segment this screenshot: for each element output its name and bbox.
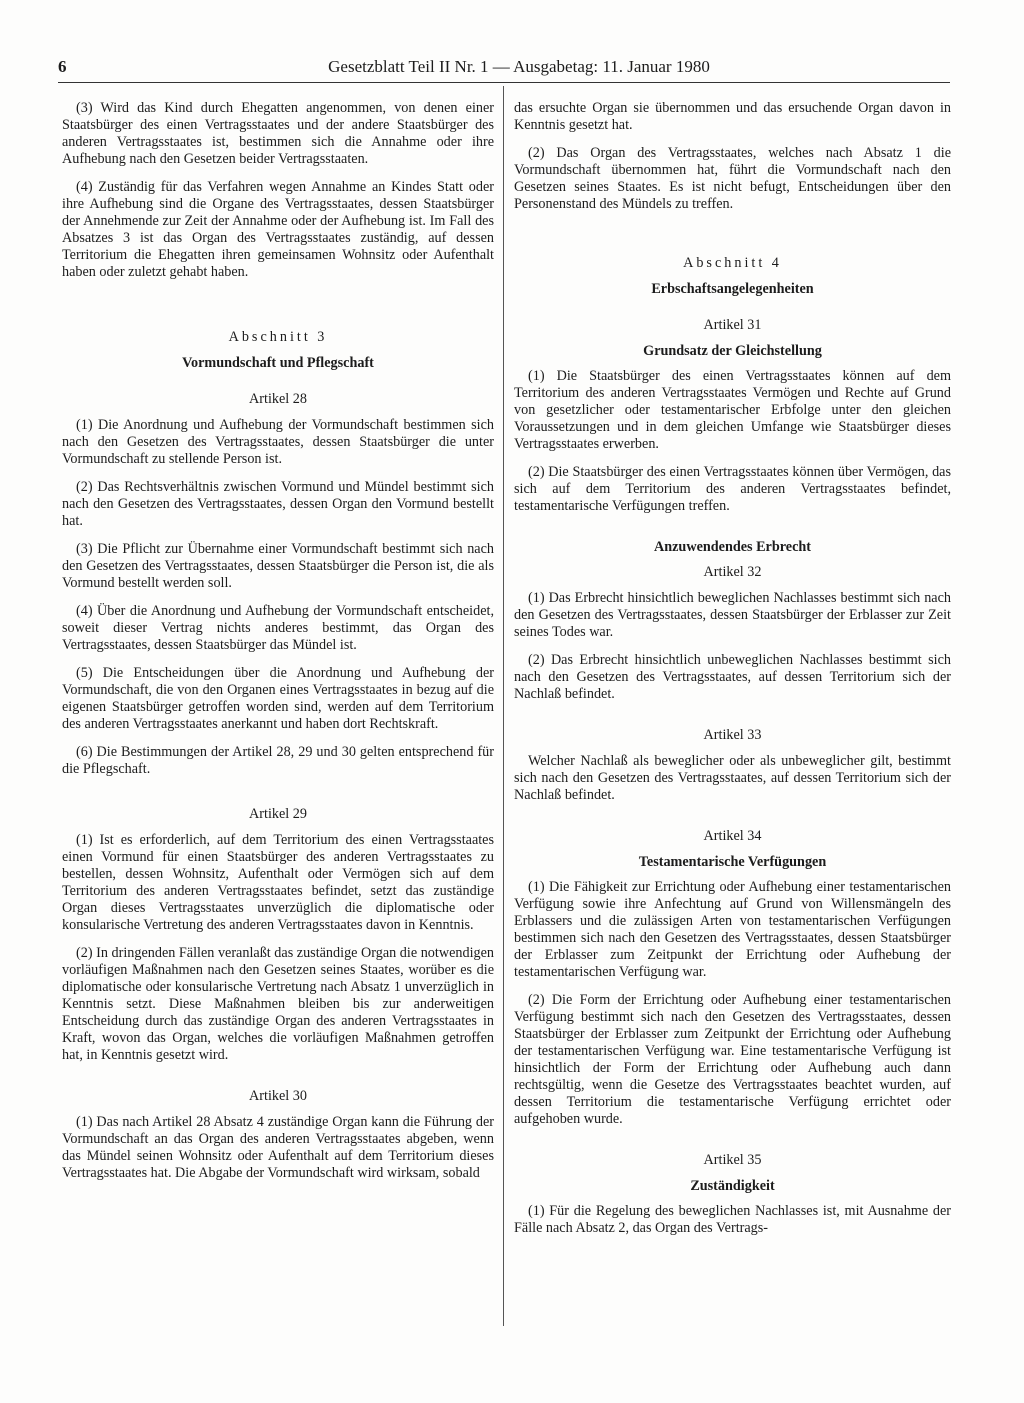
- column-divider: [503, 86, 504, 1326]
- paragraph: (3) Wird das Kind durch Ehegatten angenommen, von denen einer Staatsbürger des einen Vertragsstaates und der andere Staatsbürger des anderen Vertragsstaates ist, bestimmen sich die Annahme oder ihre Aufhebung nach den Gesetzen beider Vertragsstaaten.: [62, 100, 494, 167]
- subheading: Anzuwendendes Erbrecht: [654, 539, 811, 555]
- paragraph: (5) Die Entscheidungen über die Anordnung und Aufhebung der Vormundschaft, die von den Organen eines Vertragsstaates in bezug auf die eigenen Staatsbürger getroffen worden sind, werden auf dem Territorium des anderen Vertragsstaates anerkannt und haben dort Rechtskraft.: [62, 665, 494, 732]
- paragraph: (6) Die Bestimmungen der Artikel 28, 29 und 30 gelten entsprechend für die Pflegschaft.: [62, 744, 494, 777]
- article-heading: Artikel 29: [249, 806, 307, 822]
- section-heading: Abschnitt 3: [228, 329, 328, 345]
- paragraph: (2) Das Erbrecht hinsichtlich unbeweglichen Nachlasses bestimmt sich nach den Gesetzen des Vertragsstaates, auf dessen Territorium sich der Nachlaß befindet.: [514, 652, 951, 702]
- page-header: [58, 56, 950, 78]
- article-title: Testamentarische Verfügungen: [638, 854, 827, 870]
- paragraph: Welcher Nachlaß als beweglicher oder als unbeweglicher gilt, bestimmt sich nach den Gesetzen des Vertragsstaates, auf dessen Territorium sich der Nachlaß befindet.: [514, 753, 951, 803]
- paragraph: das ersuchte Organ sie übernommen und das ersuchende Organ davon in Kenntnis gesetzt hat.: [514, 100, 951, 133]
- section-heading: Abschnitt 4: [683, 255, 782, 271]
- paragraph: (2) Die Staatsbürger des einen Vertragsstaates können über Vermögen, das sich auf dem Territorium des anderen Vertragsstaates befindet, testamentarische Verfügungen treffen.: [514, 464, 951, 514]
- article-heading: Artikel 33: [703, 727, 762, 743]
- article-heading: Artikel 35: [703, 1152, 762, 1168]
- paragraph: (4) Über die Anordnung und Aufhebung der Vormundschaft entscheidet, soweit dieser Vertrag nichts anderes bestimmt, das Organ des Vertragsstaates, dessen Staatsbürger das Mündel ist.: [62, 603, 494, 653]
- right-column: [514, 100, 951, 1248]
- section-title: Erbschaftsangelegenheiten: [651, 281, 814, 297]
- paragraph: (4) Zuständig für das Verfahren wegen Annahme an Kindes Statt oder ihre Aufhebung sind die Organe des Vertragsstaates, dessen Staatsbürger der Annehmende zur Zeit der Annahme oder der Aufhebung ist. Im Fall des Absatzes 3 ist das Organ des Vertragsstaates zuständig, auf dessen Territorium die Ehegatten ihren gemeinsamen Wohnsitz oder Aufenthalt haben oder zuletzt gehabt haben.: [62, 179, 494, 280]
- paragraph: (1) Für die Regelung des beweglichen Nachlasses ist, mit Ausnahme der Fälle nach Absatz 2, das Organ des Vertrags-: [514, 1203, 951, 1236]
- header-rule: [58, 82, 950, 83]
- left-column: [62, 100, 494, 1193]
- section-title: Vormundschaft und Pflegschaft: [182, 355, 374, 371]
- paragraph: (1) Die Staatsbürger des einen Vertragsstaates können auf dem Territorium des anderen Vertragsstaates Vermögen und Rechte auf Grund von gesetzlicher oder testamentarischer Erbfolge unter den gleichen Voraussetzungen und in dem gleichen Umfange wie Staatsbürger dieses Vertragsstaates erwerben.: [514, 368, 951, 452]
- article-title: Grundsatz der Gleichstellung: [643, 343, 822, 359]
- article-heading: Artikel 30: [249, 1088, 307, 1104]
- gazette-title: Gesetzblatt Teil II Nr. 1 — Ausgabetag: 11. Januar 1980: [328, 57, 710, 76]
- paragraph: (1) Ist es erforderlich, auf dem Territorium des einen Vertragsstaates einen Vormund für einen Staatsbürger des anderen Vertragsstaates zu bestellen, dessen Wohnsitz, Aufenthalt oder Vermögen sich auf dem Territorium des anderen Vertragsstaates befindet, setzt das zuständige Organ dieses Vertragsstaates unverzüglich die diplomatische oder konsularische Vertretung des anderen Vertragsstaates davon in Kenntnis.: [62, 832, 494, 933]
- paragraph: (1) Die Fähigkeit zur Errichtung oder Aufhebung einer testamentarischen Verfügung sowie ihre Anfechtung auf Grund von Willensmängeln des Erblassers und die zulässigen Arten von testamentarischen Verfügungen bestimmen sich nach den Gesetzen des Vertragsstaates, dessen Staatsbürger der Erblasser zum Zeitpunkt der Errichtung oder Aufhebung der testamentarischen Verfügung war.: [514, 879, 951, 980]
- article-heading: Artikel 32: [703, 564, 762, 580]
- page-number: 6: [58, 57, 67, 76]
- article-heading: Artikel 34: [703, 828, 762, 844]
- paragraph: (2) Die Form der Errichtung oder Aufhebung einer testamentarischen Verfügung bestimmt sich nach den Gesetzen des Vertragsstaates, dessen Staatsbürger der Erblasser zum Zeitpunkt der Errichtung oder Aufhebung der testamentarischen Verfügung war. Eine testamentarische Verfügung ist hinsichtlich der Form der Errichtung oder Aufhebung auch dann rechtsgültig, wenn die Gesetze des Vertragsstaates beachtet wurden, auf dessen Territorium die testamentarische Verfügung errichtet oder aufgehoben wurde.: [514, 992, 951, 1127]
- paragraph: (3) Die Pflicht zur Übernahme einer Vormundschaft bestimmt sich nach den Gesetzen des Vertragsstaates, dessen Staatsbürger die Person ist, die als Vormund bestellt werden soll.: [62, 541, 494, 591]
- paragraph: (1) Das nach Artikel 28 Absatz 4 zuständige Organ kann die Führung der Vormundschaft an das Organ des anderen Vertragsstaates abgeben, wenn das Mündel seinen Wohnsitz oder Aufenthalt auf dem Territorium dieses Vertragsstaates hat. Die Abgabe der Vormundschaft wird wirksam, sobald: [62, 1114, 494, 1181]
- paragraph: (2) Das Organ des Vertragsstaates, welches nach Absatz 1 die Vormundschaft übernommen hat, führt die Vormundschaft nach den Gesetzen seines Staates. Es ist nicht befugt, Entscheidungen über den Personenstand des Mündels zu treffen.: [514, 145, 951, 212]
- article-heading: Artikel 31: [703, 317, 762, 333]
- paragraph: (2) Das Rechtsverhältnis zwischen Vormund und Mündel bestimmt sich nach den Gesetzen des Vertragsstaates, dessen Organ den Vormund bestellt hat.: [62, 479, 494, 529]
- article-heading: Artikel 28: [249, 391, 307, 407]
- paragraph: (2) In dringenden Fällen veranlaßt das zuständige Organ die notwendigen vorläufigen Maßnahmen nach den Gesetzen seines Staates, worüber es die diplomatische oder konsularische Vertretung nach Absatz 1 unverzüglich in Kenntnis setzt. Diese Maßnahmen bleiben bis zur anderweitigen Entscheidung durch das zuständige Organ des anderen Vertragsstaates in Kraft, wovon das Organ, welches die vorläufigen Maßnahmen getroffen hat, in Kenntnis gesetzt wird.: [62, 945, 494, 1063]
- paragraph: (1) Das Erbrecht hinsichtlich beweglichen Nachlasses bestimmt sich nach den Gesetzen des Vertragsstaates, dessen Staatsbürger der Erblasser zur Zeit seines Todes war.: [514, 590, 951, 640]
- paragraph: (1) Die Anordnung und Aufhebung der Vormundschaft bestimmen sich nach den Gesetzen des Vertragsstaates, dessen Staatsbürger die unter Vormundschaft zu stellende Person ist.: [62, 417, 494, 467]
- article-title: Zuständigkeit: [690, 1178, 775, 1194]
